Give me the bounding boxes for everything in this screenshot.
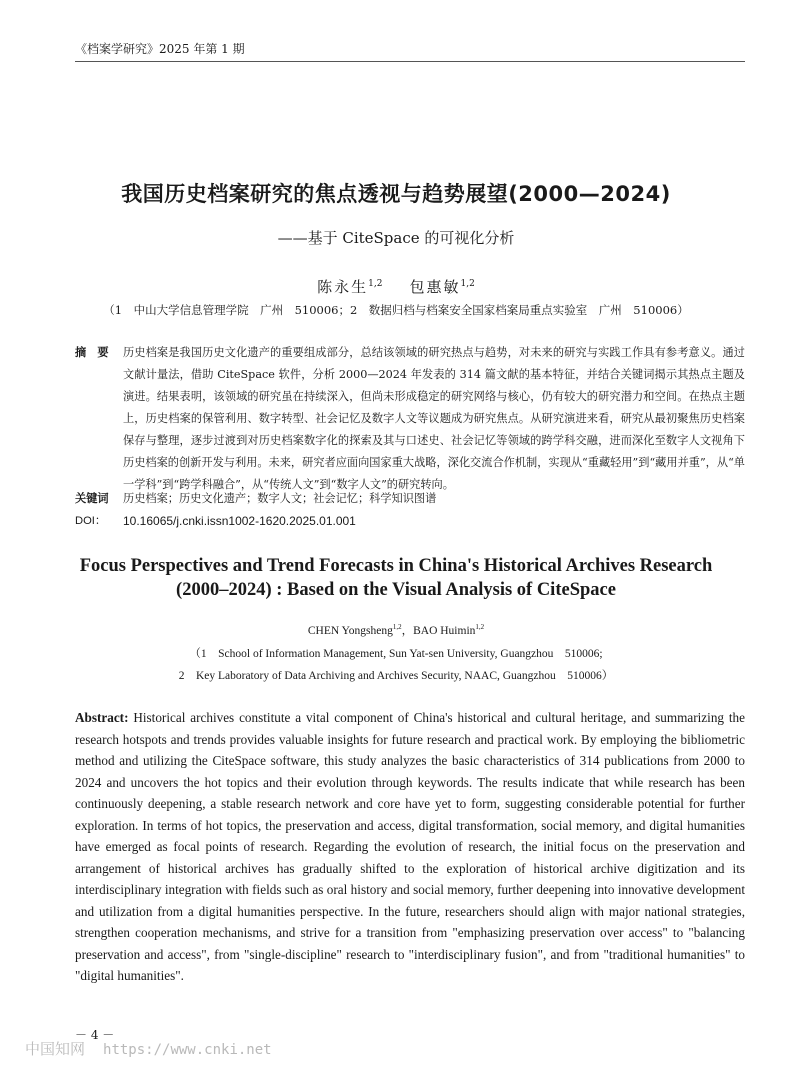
english-author-1: CHEN Yongsheng (307, 625, 393, 637)
doi-label: DOI： (75, 515, 107, 527)
chinese-author-1: 陈永生 (317, 278, 369, 296)
chinese-title: 我国历史档案研究的焦点透视与趋势展望(2000—2024) (121, 182, 671, 206)
english-abstract-text: Historical archives constitute a vital component of China's historical and cultural heritage, and summarizing the research hotspots and trends provides valuable insights for future research and practical work. By employing the bibliometric method and utilizing the CiteSpace software, this study analyzes the basic characteristics of 314 publications from 2000 to 2024 and uncovers the hot topics and their evolution through keywords. The results indicate that while research has been continuously deepening, a stable research network and core have yet to form, suggesting considerable potential for further exploration. In terms of hot topics, the preservation and access, digital transformation, social memory, and digital humanities have emerged as focal points of research. Regarding the evolution of research, the initial focus on the preservation and arrangement of historical archives has gradually shifted to the exploration of historical archive digitization and its interdisciplinary integration with fields such as oral history and social memory, further deepening into innovative development and utilization from a digital humanities perspective. In the future, researchers should align with major national strategies, strengthen cooperation mechanisms, and strive for a transition from "emphasizing preservation over access" to "balancing preservation and access", from "single-discipline" research to "interdisciplinary fusion", and from "traditional humanities" to "digital humanities". (75, 710, 745, 983)
chinese-author-2: 包惠敏 (409, 278, 461, 296)
english-author-2: BAO Huimin (413, 625, 476, 637)
chinese-abstract-text: 历史档案是我国历史文化遗产的重要组成部分，总结该领域的研究热点与趋势，对未来的研究与实践工作具有参考意义。通过文献计量法，借助 CiteSpace 软件，分析 2000—2024 年发表的 314 篇文献的基本特征，并结合关键词揭示其热点主题及演进。结果表明，该领域的研究虽在持续深入，但尚未形成稳定的研究网络与核心，仍有较大的研究潜力和空间。在热点主题上，历史档案的保管利用、数字转型、社会记忆及数字人文等议题成为研究焦点。从研究演进来看，研究从最初聚焦历史档案保存与整理，逐步过渡到对历史档案数字化的探索及其与口述史、社会记忆等领域的跨学科交融，进而深化至数字人文视角下历史档案的创新开发与利用。未来，研究者应面向国家重大战略，深化交流合作机制，实现从“重藏轻用”到“藏用并重”，从“单一学科”到“跨学科融合”，从“传统人文”到“数字人文”的研究转向。 (123, 346, 745, 491)
chinese-authors (0, 276, 792, 297)
chinese-abstract (75, 342, 745, 496)
english-title: Focus Perspectives and Trend Forecasts in China's Historical Archives Research (2000–2024) : Based on the Visual Analysis of CiteSpace (79, 556, 713, 600)
cnki-url[interactable]: https://www.cnki.net (103, 1042, 272, 1058)
english-abstract-label: Abstract: (75, 710, 129, 725)
chinese-author-1-affil-mark: 1,2 (368, 279, 383, 289)
journal-header: 《档案学研究》2025 年第 1 期 (75, 42, 245, 56)
english-affiliation-2: 2 Key Laboratory of Data Archiving and Archives Security, NAAC, Guangzhou 510006） (178, 670, 614, 682)
english-author-1-affil-mark: 1,2 (392, 623, 402, 632)
header-divider (75, 61, 745, 62)
chinese-keywords-text: 历史档案；历史文化遗产；数字人文；社会记忆；科学知识图谱 (123, 492, 437, 505)
english-author-2-affil-mark: 1,2 (475, 623, 485, 632)
doi-line (75, 510, 745, 532)
english-affiliation-1: （1 School of Information Management, Sun Yat-sen University, Guangzhou 510006; (189, 648, 603, 660)
chinese-keywords-label: 关键词 (75, 492, 109, 505)
english-author-separator: ， (401, 625, 414, 637)
page-number: － 4 － (75, 1028, 115, 1042)
cnki-watermark (25, 1038, 272, 1059)
english-abstract (75, 707, 745, 987)
chinese-affiliation: （1 中山大学信息管理学院 广州 510006；2 数据归档与档案安全国家档案局重点实验室 广州 510006） (103, 303, 689, 317)
doi-value[interactable]: 10.16065/j.cnki.issn1002-1620.2025.01.001 (123, 514, 356, 528)
english-authors (0, 622, 792, 638)
chinese-subtitle: ——基于 CiteSpace 的可视化分析 (277, 229, 515, 247)
cnki-logo: 中国知网 (25, 1040, 86, 1058)
chinese-abstract-label: 摘 要 (75, 346, 109, 359)
chinese-keywords (75, 488, 745, 510)
chinese-author-2-affil-mark: 1,2 (460, 279, 475, 289)
